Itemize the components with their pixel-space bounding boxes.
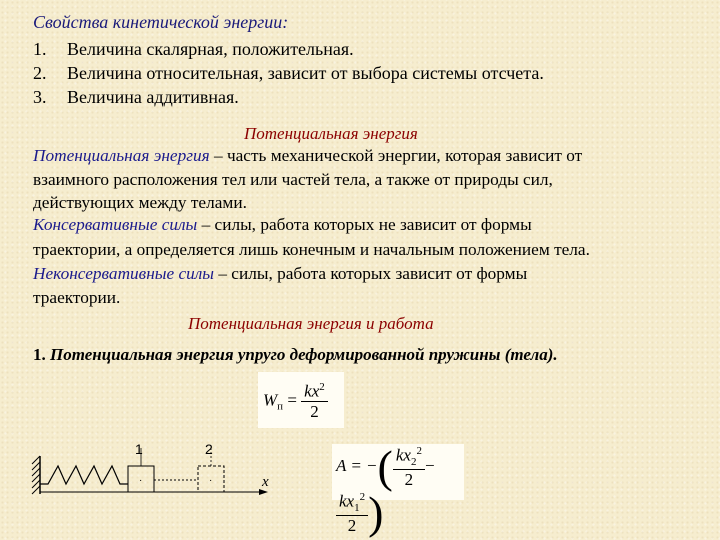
nonconservative-line-2: траектории. — [33, 288, 121, 307]
formula-content — [336, 441, 464, 538]
property-number: 2. — [33, 63, 47, 83]
potential-energy-heading: Потенциальная энергия — [244, 124, 418, 143]
spring-energy-formula — [258, 372, 344, 428]
fraction-2 — [336, 491, 368, 535]
energy-work-heading: Потенциальная энергия и работа — [188, 314, 434, 333]
conservative-line-1 — [33, 215, 532, 235]
fraction — [301, 381, 328, 422]
fraction-1 — [393, 445, 425, 489]
label-2: 2 — [205, 441, 213, 457]
conservative-text: – силы, работа которых не зависит от формы — [197, 215, 532, 234]
axis-label-x: x — [262, 474, 269, 490]
definition-line-1 — [33, 146, 582, 166]
definition-line-2: взаимного расположения тел или частей тела, а также от природы сил, — [33, 170, 553, 189]
definition-term: Потенциальная энергия — [33, 146, 210, 165]
right-paren: ) — [368, 487, 384, 538]
nonconservative-term: Неконсервативные силы — [33, 264, 215, 283]
formula-lhs-subscript: п — [277, 400, 284, 413]
conservative-term: Консервативные силы — [33, 215, 198, 234]
left-paren: ( — [377, 441, 393, 492]
properties-title: Свойства кинетической энергии: — [33, 12, 289, 32]
property-number: 3. — [33, 87, 47, 107]
minus-sign: − — [424, 455, 435, 475]
formula-lhs: W — [263, 390, 278, 410]
fraction-numerator: $kx_2^2$ — [393, 445, 425, 470]
fraction-numerator: $kx_1^2$ — [336, 491, 368, 516]
spring-diagram — [30, 436, 280, 500]
property-item-3 — [33, 87, 239, 108]
equals-sign: = — [283, 390, 302, 410]
nonconservative-text: – силы, работа которых зависит от формы — [214, 264, 528, 283]
spring-energy-item — [33, 345, 558, 365]
property-text: Величина скалярная, положительная. — [67, 39, 354, 59]
property-item-2 — [33, 63, 544, 84]
property-text: Величина относительная, зависит от выбора системы отсчета. — [67, 63, 544, 83]
property-text: Величина аддитивная. — [67, 87, 239, 107]
property-item-1 — [33, 39, 354, 60]
fraction-denominator: 2 — [404, 469, 414, 489]
property-number: 1. — [33, 39, 47, 59]
spring — [40, 466, 128, 484]
fraction-denominator: 2 — [310, 402, 319, 422]
nonconservative-line-1 — [33, 264, 527, 284]
label-1: 1 — [135, 441, 143, 457]
conservative-line-2: траектории, а определяется лишь конечным и начальным положением тела. — [33, 240, 590, 259]
formula-lhs: A = − — [336, 455, 378, 475]
block-dot-1: · — [139, 475, 143, 486]
definition-text: – часть механической энергии, которая зависит от — [209, 146, 583, 165]
work-formula — [332, 441, 464, 538]
fraction-denominator: 2 — [347, 515, 357, 535]
definition-line-3: действующих между телами. — [33, 193, 247, 212]
block-dot-2: · — [209, 475, 213, 486]
wall-hatch — [32, 456, 40, 494]
fraction-numerator: $kx^2$ — [301, 381, 328, 402]
item-number: 1. — [33, 345, 46, 364]
item-text: Потенциальная энергия упруго деформированной пружины (тела). — [50, 345, 558, 364]
formula-content — [263, 381, 328, 422]
